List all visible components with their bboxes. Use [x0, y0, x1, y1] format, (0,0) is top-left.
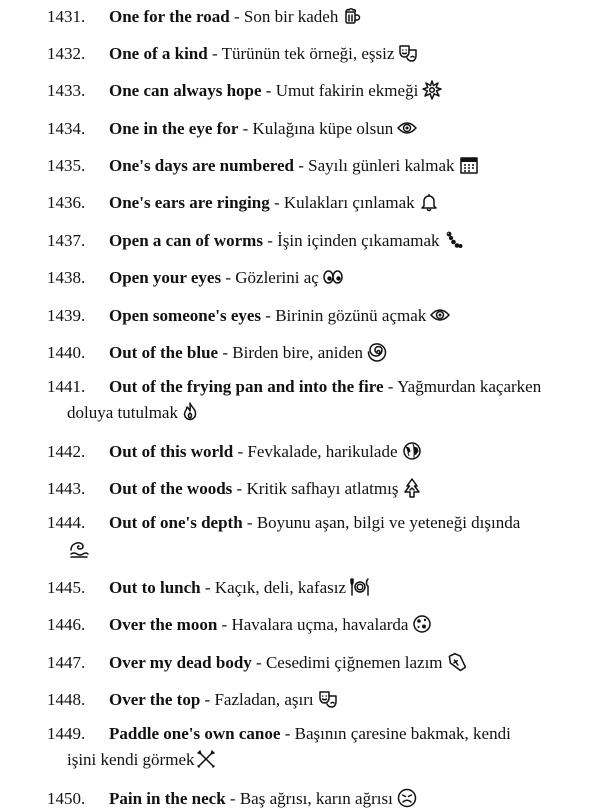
eyes-icon — [323, 267, 343, 287]
idiom-meaning: İşin içinden çıkamamak — [277, 231, 440, 250]
idiom-term: One of a kind — [109, 44, 208, 63]
entry-number: 1441. — [47, 377, 86, 396]
eye-icon — [397, 118, 417, 138]
entry-number: 1432. — [47, 44, 86, 63]
idiom-term: One's ears are ringing — [109, 193, 270, 212]
idiom-meaning: Havalara uçma, havalarda — [231, 615, 409, 634]
idiom-meaning: Yağmurdan kaçarken — [397, 377, 542, 396]
idiom-meaning: Sayılı günleri kalmak — [308, 156, 455, 175]
entry-number: 1439. — [47, 306, 86, 325]
worm-icon — [444, 230, 464, 250]
idiom-term: One's days are numbered — [109, 156, 294, 175]
idiom-term: Open your eyes — [109, 268, 222, 287]
entry-line: One for the road - Son bir kadeh — [109, 4, 362, 30]
entry-number: 1446. — [47, 615, 86, 634]
idiom-term: Out to lunch — [109, 578, 201, 597]
entry-number: 1448. — [47, 690, 86, 709]
wave-icon — [69, 538, 89, 558]
entry-continuation-line — [67, 400, 200, 426]
idiom-term: Over the top — [109, 690, 201, 709]
idiom-meaning: Umut fakirin ekmeği — [275, 81, 419, 100]
entry-line: One can always hope - Umut fakirin ekmeği — [109, 78, 442, 104]
entry-line: One of a kind - Türünün tek örneği, eşsiz — [109, 41, 418, 67]
entry-number: 1431. — [47, 7, 86, 26]
idiom-term: Pain in the neck — [109, 789, 226, 808]
entry-number: 1434. — [47, 119, 86, 138]
entry-number: 1442. — [47, 442, 86, 461]
entry-line: One's days are numbered - Sayılı günleri kalmak — [109, 153, 479, 179]
entry-number: 1445. — [47, 578, 86, 597]
entry-line: Paddle one's own canoe - Başının çaresine bakmak, kendi — [109, 724, 511, 743]
theater-masks-icon — [398, 43, 418, 63]
idiom-meaning: Kulakları çınlamak — [283, 193, 415, 212]
entry-line: Over the moon - Havalara uçma, havalarda — [109, 612, 432, 638]
idiom-meaning: Fazladan, aşırı — [214, 690, 314, 709]
idiom-meaning: Baş ağrısı, karın ağrısı — [239, 789, 393, 808]
entry-number: 1443. — [47, 479, 86, 498]
idiom-meaning-continuation: doluya tutulmak — [67, 403, 178, 422]
eye-icon — [430, 305, 450, 325]
entry-line: Over the top - Fazladan, aşırı — [109, 687, 338, 713]
idiom-meaning: Kritik safhayı atlatmış — [246, 479, 399, 498]
entry-line: Open a can of worms - İşin içinden çıkamamak — [109, 228, 464, 254]
entry-line: Out of one's depth - Boyunu aşan, bilgi ve yeteneği dışında — [109, 513, 521, 532]
entry-line: One's ears are ringing - Kulakları çınlamak — [109, 190, 439, 216]
entry-line: Pain in the neck - Baş ağrısı, karın ağrısı — [109, 786, 417, 812]
idiom-meaning: Gözlerini aç — [235, 268, 319, 287]
entry-line: Out of the blue - Birden bire, aniden — [109, 340, 387, 366]
idiom-term: One in the eye for — [109, 119, 239, 138]
fire-icon — [180, 402, 200, 422]
idiom-meaning: Cesedimi çiğnemen lazım — [265, 653, 443, 672]
entry-line: Out of this world - Fevkalade, harikulade — [109, 439, 422, 465]
swirl-icon — [367, 342, 387, 362]
calendar-icon — [459, 155, 479, 175]
idiom-meaning: Birinin gözünü açmak — [275, 306, 427, 325]
coffin-icon — [447, 652, 467, 672]
entry-number: 1436. — [47, 193, 86, 212]
entry-number: 1437. — [47, 231, 86, 250]
entry-line: Out of the woods - Kritik safhayı atlatmış — [109, 476, 422, 502]
entry-line: One in the eye for - Kulağına küpe olsun — [109, 116, 417, 142]
entry-continuation-line — [67, 747, 216, 773]
theater-masks-icon — [318, 689, 338, 709]
entry-number: 1433. — [47, 81, 86, 100]
starburst-icon — [422, 80, 442, 100]
idiom-meaning: Kaçık, deli, kafasız — [214, 578, 347, 597]
idiom-term: One for the road — [109, 7, 230, 26]
paddles-icon — [196, 749, 216, 769]
entry-number: 1447. — [47, 653, 86, 672]
idiom-meaning-continuation: işini kendi görmek — [67, 750, 195, 769]
entry-line: Over my dead body - Cesedimi çiğnemen lazım — [109, 650, 467, 676]
entry-number: 1450. — [47, 789, 86, 808]
tree-icon — [402, 478, 422, 498]
beer-mug-icon — [342, 6, 362, 26]
entry-number: 1444. — [47, 513, 86, 532]
idiom-term: Over the moon — [109, 615, 218, 634]
entry-line: Out of the frying pan and into the fire - Yağmurdan kaçarken — [109, 377, 542, 396]
idiom-term: Out of this world — [109, 442, 234, 461]
idiom-meaning: Türünün tek örneği, eşsiz — [221, 44, 395, 63]
idiom-term: One can always hope — [109, 81, 262, 100]
idiom-meaning: Boyunu aşan, bilgi ve yeteneği dışında — [256, 513, 521, 532]
globe-icon — [402, 441, 422, 461]
entry-line: Open someone's eyes - Birinin gözünü açmak — [109, 303, 450, 329]
idiom-term: Out of the frying pan and into the fire — [109, 377, 384, 396]
idiom-meaning: Son bir kadeh — [243, 7, 339, 26]
idiom-meaning: Kulağına küpe olsun — [252, 119, 394, 138]
entry-continuation-line — [67, 536, 89, 562]
idiom-term: Paddle one's own canoe — [109, 724, 281, 743]
entry-line: Out to lunch - Kaçık, deli, kafasız — [109, 575, 370, 601]
bell-icon — [419, 192, 439, 212]
idiom-meaning: Fevkalade, harikulade — [247, 442, 398, 461]
idiom-term: Out of the blue — [109, 343, 219, 362]
entry-number: 1438. — [47, 268, 86, 287]
entry-number: 1435. — [47, 156, 86, 175]
entry-number: 1449. — [47, 724, 86, 743]
plate-cutlery-icon — [350, 577, 370, 597]
idiom-term: Open someone's eyes — [109, 306, 262, 325]
moon-icon — [412, 614, 432, 634]
idiom-term: Out of one's depth — [109, 513, 243, 532]
idiom-term: Open a can of worms — [109, 231, 263, 250]
idiom-meaning: Birden bire, aniden — [232, 343, 364, 362]
idiom-meaning: Başının çaresine bakmak, kendi — [294, 724, 511, 743]
idiom-term: Over my dead body — [109, 653, 252, 672]
pained-face-icon — [397, 788, 417, 808]
entry-line: Open your eyes - Gözlerini aç — [109, 265, 343, 291]
idiom-term: Out of the woods — [109, 479, 233, 498]
entry-number: 1440. — [47, 343, 86, 362]
